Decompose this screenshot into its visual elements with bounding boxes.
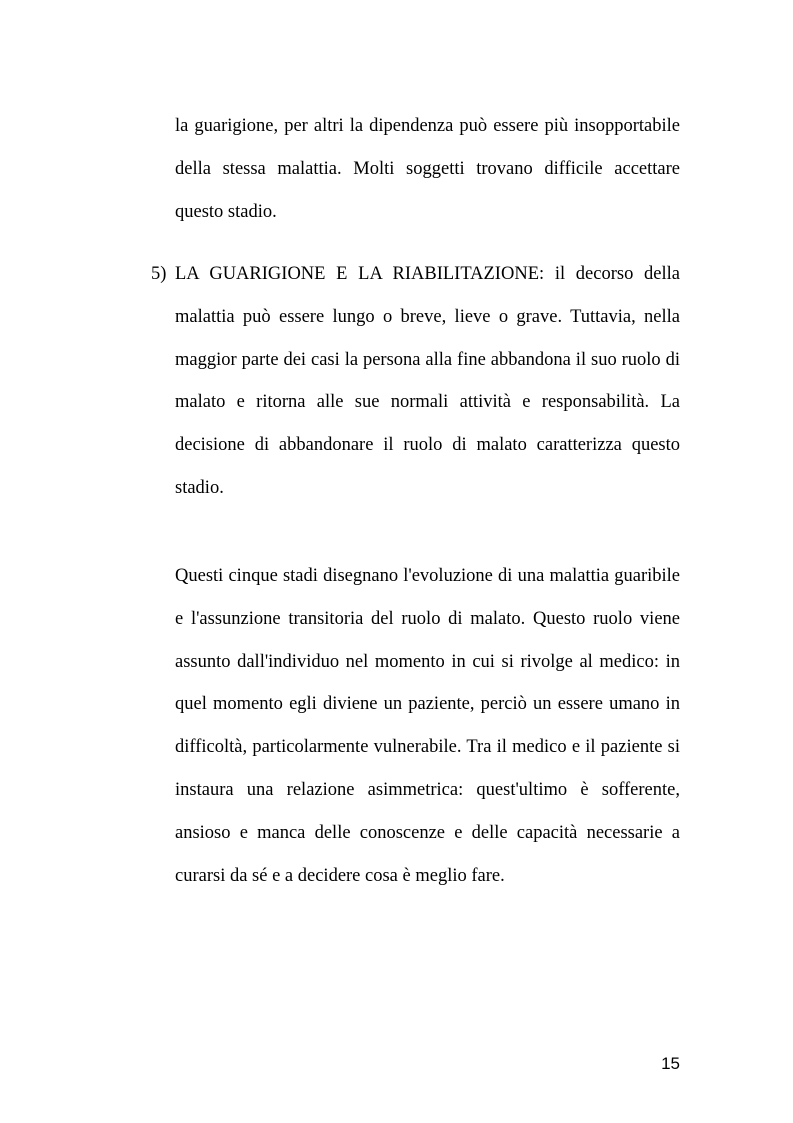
continuation-paragraph <box>175 105 680 233</box>
list-item-5-text: LA GUARIGIONE E LA RIABILITAZIONE: il decorso della malattia può essere lungo o breve, lieve o grave. Tuttavia, nella maggior parte dei casi la persona alla fine abbandona il suo ruolo di malato e ritorna alle sue normali attività e responsabilità. La decisione di abbandonare il ruolo di malato caratterizza questo stadio. <box>175 264 680 498</box>
conclusion-paragraph <box>175 555 680 897</box>
conclusion-text: Questi cinque stadi disegnano l'evoluzione di una malattia guaribile e l'assunzione transitoria del ruolo di malato. Questo ruolo viene assunto dall'individuo nel momento in cui si rivolge al medico: in quel momento egli diviene un paziente, perciò un essere umano in difficoltà, particolarmente vulnerabile. Tra il medico e il paziente si instaura una relazione asimmetrica: quest'ultimo è sofferente, ansioso e manca delle conoscenze e delle capacità necessarie a curarsi da sé e a decidere cosa è meglio fare. <box>175 566 680 886</box>
continuation-text: la guarigione, per altri la dipendenza può essere più insopportabile della stessa malattia. Molti soggetti trovano difficile accettare questo stadio. <box>175 116 680 222</box>
list-item-5 <box>175 253 680 510</box>
list-item-number: 5) <box>151 264 167 284</box>
page-number: 15 <box>661 1054 680 1073</box>
